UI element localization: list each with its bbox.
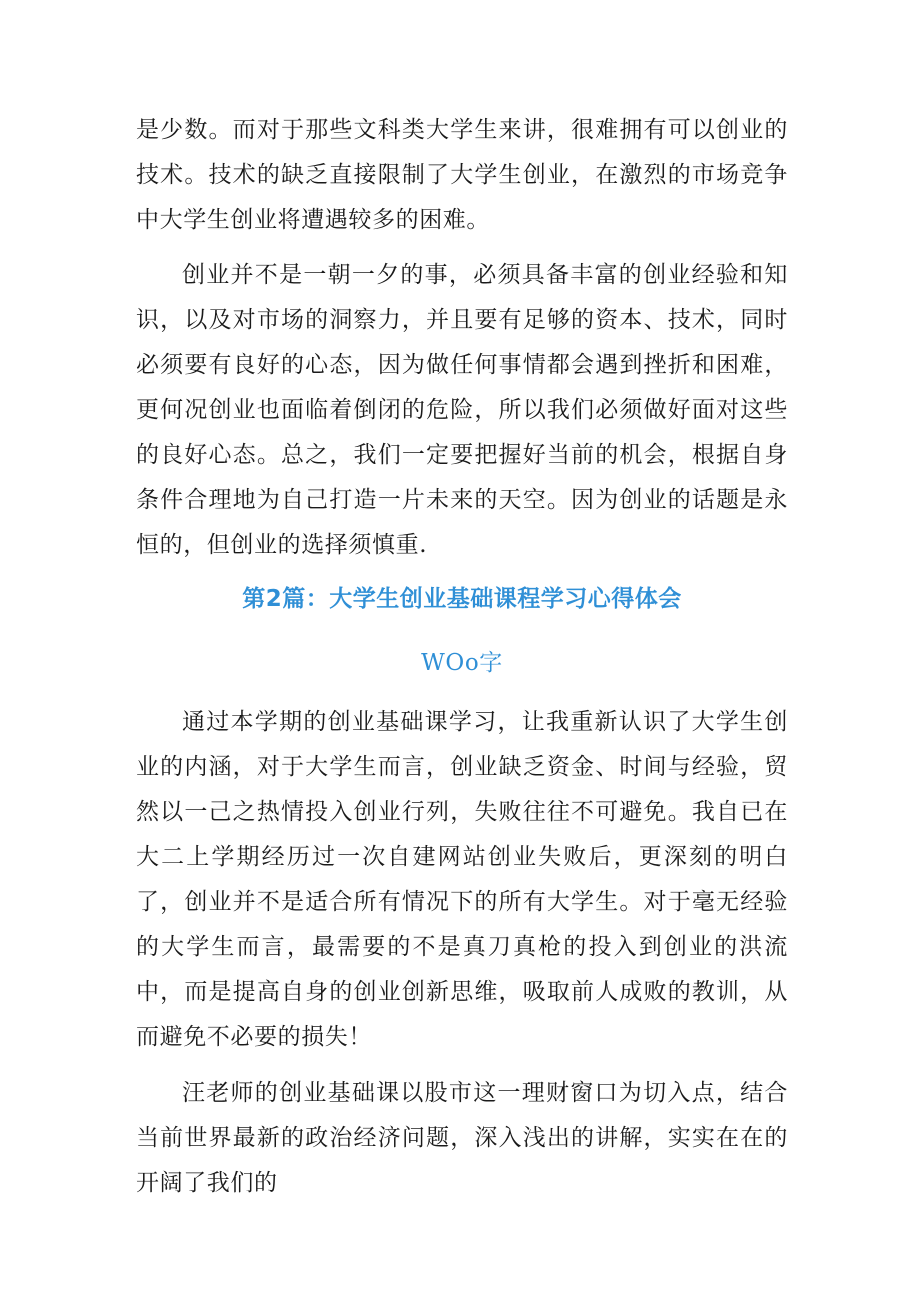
section-subheading: WOo字 <box>421 650 503 676</box>
section-heading <box>136 577 788 622</box>
paragraph-course-reflection: 通过本学期的创业基础课学习，让我重新认识了大学生创业的内涵，对于大学生而言，创业缺乏资金、时间与经验，贸然以一己之热情投入创业行列，失败往往不可避免。我自已在大二上学期经历过一次自建网站创业失败后，更深刻的明白了，创业并不是适合所有情况下的所有大学生。对于毫无经验的大学生而言，最需要的不是真刀真枪的投入到创业的洪流中，而是提高自身的创业创新思维，吸取前人成败的教训，从而避免不必要的损失！ <box>136 709 788 1050</box>
paragraph-entrepreneurship-mindset: 创业并不是一朝一夕的事，必须具备丰富的创业经验和知识，以及对市场的洞察力，并且要有足够的资本、技术，同时必须要有良好的心态，因为做任何事情都会遇到挫折和困难，更何况创业也面临着倒闭的危险，所以我们必须做好面对这些的良好心态。总之，我们一定要把握好当前的机会，根据自身条件合理地为自己打造一片未来的天空。因为创业的话题是永恒的，但创业的选择须慎重. <box>136 262 788 558</box>
heading-prefix: 第 <box>242 586 266 612</box>
document-body <box>136 108 788 1206</box>
paragraph-teacher-course: 汪老师的创业基础课以股市这一理财窗口为切入点，结合当前世界最新的政治经济问题，深入浅出的讲解，实实在在的开阔了我们的 <box>136 1080 788 1196</box>
heading-number: 2 <box>265 586 283 612</box>
paragraph-continuation: 是少数。而对于那些文科类大学生来讲，很难拥有可以创业的技术。技术的缺乏直接限制了大学生创业，在激烈的市场竞争中大学生创业将遭遇较多的困难。 <box>136 117 788 233</box>
heading-title: 篇：大学生创业基础课程学习心得体会 <box>282 586 682 612</box>
